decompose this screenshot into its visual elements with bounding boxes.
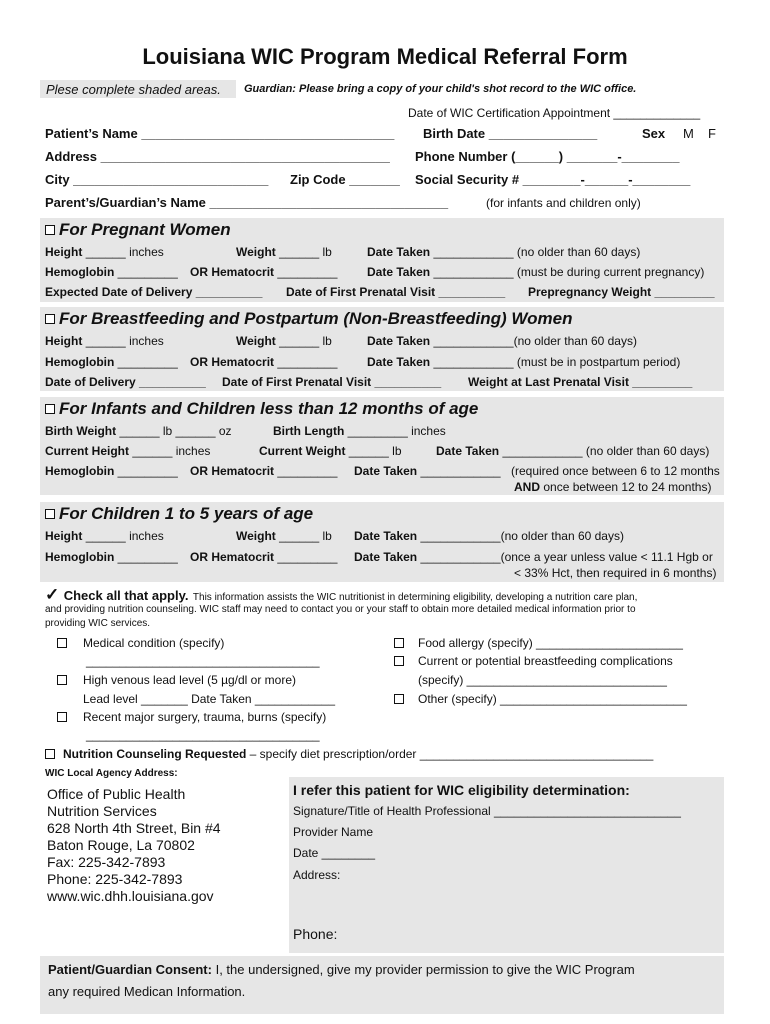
address-field[interactable]: Address ________________________________________ — [45, 149, 390, 164]
surgery-input[interactable]: ___________________________________ — [86, 728, 320, 742]
prepregnancy-weight-field[interactable]: Prepregnancy Weight _________ — [528, 285, 715, 299]
medical-condition-label: Medical condition (specify) — [83, 636, 225, 650]
signature-field[interactable]: Signature/Title of Health Professional ____________________________ — [293, 804, 681, 818]
provider-phone-field[interactable]: Phone: — [293, 926, 338, 942]
weight-last-prenatal-field[interactable]: Weight at Last Prenatal Visit _________ — [468, 375, 693, 389]
date-of-delivery-field[interactable]: Date of Delivery __________ — [45, 375, 206, 389]
agency-address — [47, 786, 221, 905]
surgery-label: Recent major surgery, trauma, burns (specify) — [83, 710, 327, 724]
surgery-checkbox[interactable] — [57, 712, 67, 722]
patient-name-field[interactable]: Patient’s Name ___________________________________ — [45, 126, 395, 141]
breastfeeding-hematocrit-field[interactable]: OR Hematocrit _________ — [190, 355, 338, 369]
guardian-note: Guardian: Please bring a copy of your child's shot record to the WIC office. — [244, 83, 637, 95]
children-hemoglobin-field[interactable]: Hemoglobin _________ — [45, 550, 178, 564]
breastfeeding-weight-field[interactable]: Weight ______ lb — [236, 334, 332, 348]
pregnant-first-prenatal-field[interactable]: Date of First Prenatal Visit __________ — [286, 285, 506, 299]
pregnant-hematocrit-field[interactable]: OR Hematocrit _________ — [190, 265, 338, 279]
agency-line: Baton Rouge, La 70802 — [47, 837, 195, 853]
parent-guardian-note: (for infants and children only) — [486, 196, 641, 210]
breastfeeding-date-taken-field[interactable]: Date Taken ____________(no older than 60 days) — [367, 334, 637, 348]
sex-label: Sex — [642, 126, 666, 141]
social-security-field[interactable]: Social Security # ________-______-________ — [415, 172, 691, 187]
check-intro-3: providing WIC services. — [45, 618, 151, 629]
children-hgb-date-field[interactable]: Date Taken ____________(once a year unless value < 11.1 Hgb or — [354, 550, 713, 564]
nutrition-counseling-checkbox[interactable] — [45, 749, 55, 759]
children-section-title: For Children 1 to 5 years of age — [45, 504, 313, 524]
infants-hgb-date-field[interactable]: Date Taken ____________ — [354, 464, 501, 478]
parent-guardian-name-field[interactable]: Parent’s/Guardian’s Name _________________________________ — [45, 195, 449, 210]
agency-line: Office of Public Health — [47, 786, 186, 802]
breastfeeding-checkbox[interactable] — [45, 314, 55, 324]
city-field[interactable]: City ___________________________ — [45, 172, 269, 187]
breastfeeding-first-prenatal-field[interactable]: Date of First Prenatal Visit __________ — [222, 375, 442, 389]
certification-appointment-field[interactable]: Date of WIC Certification Appointment _____________ — [408, 106, 701, 120]
children-hgb-note: < 33% Hct, then required in 6 months) — [514, 566, 717, 580]
check-all-heading: ✓ Check all that apply. This information assists the WIC nutritionist in determining eligibility, developing a nutrition care plan, — [45, 585, 638, 604]
breastfeeding-hemoglobin-field[interactable]: Hemoglobin _________ — [45, 355, 178, 369]
referral-date-field[interactable]: Date ________ — [293, 846, 376, 860]
lead-level-label: High venous lead level (5 µg/dl or more) — [83, 673, 297, 687]
breastfeeding-height-field[interactable]: Height ______ inches — [45, 334, 164, 348]
infants-date-taken-field[interactable]: Date Taken ____________ (no older than 60 days) — [436, 444, 710, 458]
infants-hematocrit-field[interactable]: OR Hematocrit _________ — [190, 464, 338, 478]
food-allergy-checkbox[interactable] — [394, 638, 404, 648]
checkmark-icon: ✓ — [45, 585, 60, 604]
infants-checkbox[interactable] — [45, 404, 55, 414]
pregnant-height-field[interactable]: Height ______ inches — [45, 245, 164, 259]
infants-hemoglobin-field[interactable]: Hemoglobin _________ — [45, 464, 178, 478]
infants-section-title: For Infants and Children less than 12 months of age — [45, 399, 478, 419]
consent-text: Patient/Guardian Consent: I, the undersigned, give my provider permission to give the WIC Program — [48, 962, 635, 977]
agency-address-label: WIC Local Agency Address: — [45, 768, 178, 779]
children-hematocrit-field[interactable]: OR Hematocrit _________ — [190, 550, 338, 564]
consent-text-2: any required Medican Information. — [48, 984, 246, 999]
current-weight-field[interactable]: Current Weight ______ lb — [259, 444, 402, 458]
infants-hgb-requirement: (required once between 6 to 12 months — [511, 464, 720, 478]
breastfeeding-complications-label: Current or potential breastfeeding complications — [418, 654, 673, 668]
food-allergy-field[interactable]: Food allergy (specify) ______________________ — [418, 636, 683, 650]
shaded-note: Plese complete shaded areas. — [46, 82, 221, 97]
breastfeeding-complications-checkbox[interactable] — [394, 656, 404, 666]
other-field[interactable]: Other (specify) ____________________________ — [418, 692, 687, 706]
pregnant-hemoglobin-field[interactable]: Hemoglobin _________ — [45, 265, 178, 279]
provider-address-field[interactable]: Address: — [293, 868, 341, 882]
agency-website-link[interactable]: www.wic.dhh.louisiana.gov — [47, 888, 214, 904]
check-intro-2: and providing nutrition counseling. WIC staff may need to contact you or your staff to obtain more detailed medical information prior to — [45, 604, 636, 615]
pregnant-weight-field[interactable]: Weight ______ lb — [236, 245, 332, 259]
pregnant-date-taken-field[interactable]: Date Taken ____________ (no older than 60 days) — [367, 245, 641, 259]
breastfeeding-complications-input[interactable]: (specify) ______________________________ — [418, 673, 667, 687]
provider-name-field[interactable]: Provider Name — [293, 825, 374, 839]
medical-condition-checkbox[interactable] — [57, 638, 67, 648]
page-title: Louisiana WIC Program Medical Referral Form — [142, 44, 628, 69]
birth-weight-field[interactable]: Birth Weight ______ lb ______ oz — [45, 424, 232, 438]
referral-title: I refer this patient for WIC eligibility determination: — [293, 782, 630, 798]
children-weight-field[interactable]: Weight ______ lb — [236, 529, 332, 543]
agency-line: Fax: 225-342-7893 — [47, 854, 166, 870]
breastfeeding-section-title: For Breastfeeding and Postpartum (Non-Breastfeeding) Women — [45, 309, 573, 329]
lead-level-input[interactable]: Lead level _______ Date Taken ____________ — [83, 692, 335, 706]
agency-line: Phone: 225-342-7893 — [47, 871, 183, 887]
birth-date-field[interactable]: Birth Date _______________ — [423, 126, 598, 141]
expected-delivery-field[interactable]: Expected Date of Delivery __________ — [45, 285, 263, 299]
pregnant-checkbox[interactable] — [45, 225, 55, 235]
nutrition-counseling-field[interactable]: Nutrition Counseling Requested – specify diet prescription/order ___________________________________ — [63, 747, 654, 761]
pregnant-hgb-date-field[interactable]: Date Taken ____________ (must be during current pregnancy) — [367, 265, 705, 279]
sex-male-option[interactable]: M — [683, 126, 694, 141]
pregnant-section-title: For Pregnant Women — [45, 220, 231, 240]
medical-condition-input[interactable]: ___________________________________ — [86, 654, 320, 668]
agency-line: Nutrition Services — [47, 803, 157, 819]
breastfeeding-hgb-date-field[interactable]: Date Taken ____________ (must be in postpartum period) — [367, 355, 681, 369]
other-checkbox[interactable] — [394, 694, 404, 704]
birth-length-field[interactable]: Birth Length _________ inches — [273, 424, 446, 438]
zip-code-field[interactable]: Zip Code _______ — [290, 172, 400, 187]
children-height-field[interactable]: Height ______ inches — [45, 529, 164, 543]
infants-hgb-requirement-2: AND once between 12 to 24 months) — [514, 480, 712, 494]
current-height-field[interactable]: Current Height ______ inches — [45, 444, 211, 458]
sex-female-option[interactable]: F — [708, 126, 716, 141]
children-checkbox[interactable] — [45, 509, 55, 519]
agency-line: 628 North 4th Street, Bin #4 — [47, 820, 221, 836]
lead-level-checkbox[interactable] — [57, 675, 67, 685]
children-date-taken-field[interactable]: Date Taken ____________(no older than 60 days) — [354, 529, 624, 543]
phone-number-field[interactable]: Phone Number (______) _______-________ — [415, 149, 680, 164]
